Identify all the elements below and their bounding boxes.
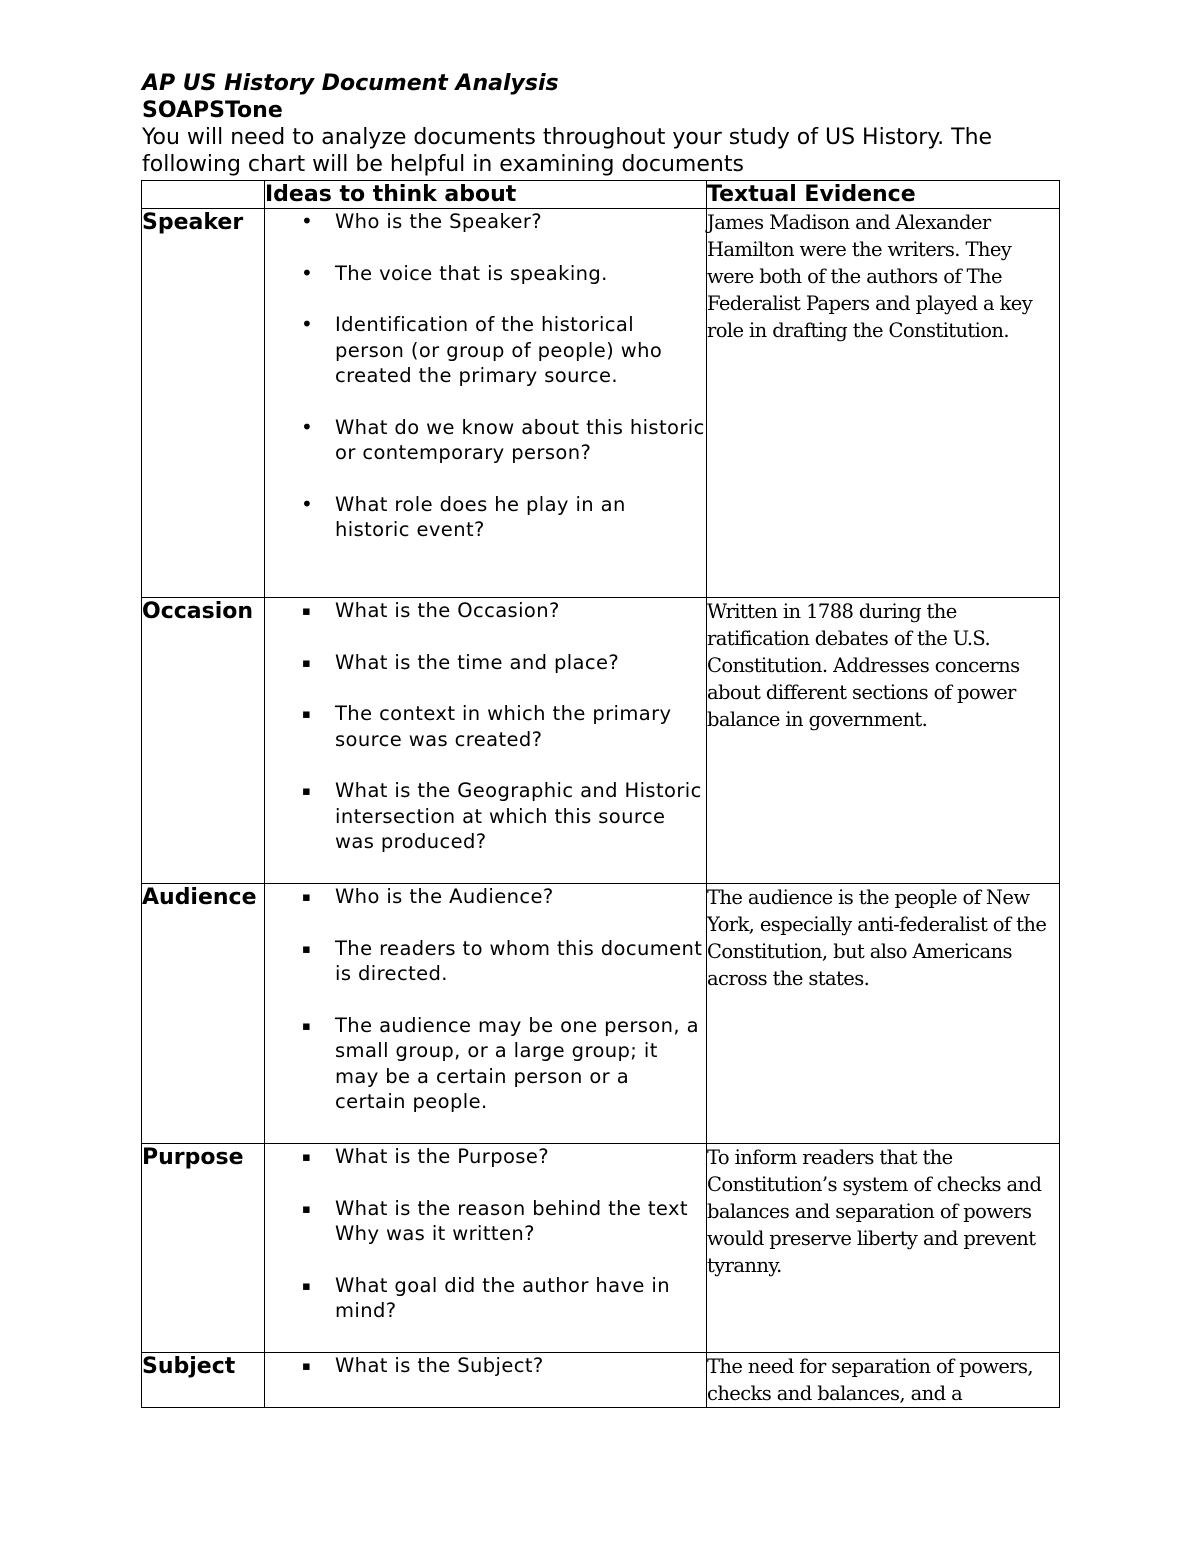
ideas-cell	[265, 1144, 707, 1353]
square-bullet-icon: ▪	[302, 1278, 312, 1294]
square-bullet-icon: ▪	[302, 1018, 312, 1034]
idea-text: What is the Geographic and Historic intersection at which this source was produced?	[335, 779, 702, 853]
idea-text: What is the Purpose?	[335, 1145, 550, 1168]
table-row	[142, 884, 1060, 1144]
square-bullet-icon: ▪	[302, 890, 312, 905]
document-subtitle: SOAPSTone	[142, 98, 283, 123]
header-evidence: Textual Evidence	[707, 181, 1060, 209]
list-item	[265, 778, 706, 855]
idea-text: What goal did the author have in mind?	[335, 1273, 670, 1322]
list-item	[265, 261, 706, 287]
list-item	[265, 1013, 706, 1115]
list-item	[265, 701, 706, 752]
list-item	[265, 1273, 706, 1324]
table-header-row	[142, 181, 1060, 209]
header-ideas: Ideas to think about	[265, 181, 707, 209]
evidence-cell: Written in 1788 during the ratification debates of the U.S. Constitution. Addresses concerns about different sections of power balance in government.	[707, 598, 1060, 884]
list-item	[265, 650, 706, 676]
list-item	[265, 1353, 706, 1379]
disc-bullet-icon: •	[301, 414, 314, 439]
ideas-list	[265, 884, 706, 1115]
ideas-list	[265, 1353, 706, 1379]
square-bullet-icon: ▪	[302, 655, 312, 671]
document-header	[142, 70, 1062, 178]
idea-text: The audience may be one person, a small group, or a large group; it may be a certain person or a certain people.	[335, 1013, 699, 1113]
ideas-list	[265, 209, 706, 543]
ideas-list	[265, 1144, 706, 1324]
ideas-cell	[265, 598, 707, 884]
list-item	[265, 1144, 706, 1170]
square-bullet-icon: ▪	[302, 1150, 312, 1165]
disc-bullet-icon: •	[301, 312, 314, 336]
square-bullet-icon: ▪	[302, 707, 312, 722]
evidence-cell: The audience is the people of New York, especially anti-federalist of the Constitution, but also Americans across the states.	[707, 884, 1060, 1144]
evidence-cell: The need for separation of powers, checks and balances, and a	[707, 1353, 1060, 1408]
idea-text: The readers to whom this document is directed.	[335, 936, 703, 985]
idea-text: What is the time and place?	[335, 650, 620, 674]
document-title: AP US History Document Analysis	[142, 71, 559, 96]
idea-text: What is the reason behind the text Why was it written?	[335, 1196, 688, 1245]
row-label: Speaker	[142, 209, 265, 598]
table-row	[142, 1353, 1060, 1408]
idea-text: Who is the Audience?	[335, 885, 554, 908]
idea-text: The context in which the primary source was created?	[335, 702, 672, 751]
idea-text: What is the Occasion?	[335, 599, 560, 622]
square-bullet-icon: ▪	[302, 1359, 312, 1374]
disc-bullet-icon: •	[301, 491, 314, 516]
list-item	[265, 936, 706, 987]
row-label: Subject	[142, 1353, 265, 1408]
square-bullet-icon: ▪	[302, 941, 312, 957]
idea-text: What role does he play in an historic event?	[335, 492, 626, 541]
table-row	[142, 1144, 1060, 1353]
soapstone-table	[141, 180, 1060, 1408]
ideas-cell	[265, 209, 707, 598]
list-item	[265, 1196, 706, 1247]
disc-bullet-icon: •	[301, 209, 314, 233]
idea-text: Identification of the historical person (or group of people) who created the primary source.	[335, 313, 663, 387]
header-cell-blank	[142, 181, 265, 209]
ideas-cell	[265, 1353, 707, 1408]
square-bullet-icon: ▪	[302, 784, 312, 799]
row-label: Occasion	[142, 598, 265, 884]
row-label: Audience	[142, 884, 265, 1144]
list-item	[265, 598, 706, 624]
idea-text: Who is the Speaker?	[335, 210, 543, 233]
idea-text: What do we know about this historic or contemporary person?	[335, 415, 705, 464]
row-label: Purpose	[142, 1144, 265, 1353]
evidence-cell: James Madison and Alexander Hamilton were the writers. They were both of the authors of The Federalist Papers and played a key role in drafting the Constitution.	[707, 209, 1060, 598]
disc-bullet-icon: •	[301, 260, 314, 285]
intro-paragraph: You will need to analyze documents throughout your study of US History. The following chart will be helpful in examining documents	[142, 125, 993, 177]
evidence-cell: To inform readers that the Constitution’s system of checks and balances and separation of powers would preserve liberty and prevent tyranny.	[707, 1144, 1060, 1353]
square-bullet-icon: ▪	[302, 604, 312, 619]
list-item	[265, 312, 706, 389]
list-item	[265, 492, 706, 543]
square-bullet-icon: ▪	[302, 1201, 312, 1217]
ideas-list	[265, 598, 706, 855]
list-item	[265, 209, 706, 235]
ideas-cell	[265, 884, 707, 1144]
table-row	[142, 209, 1060, 598]
list-item	[265, 884, 706, 910]
idea-text: What is the Subject?	[335, 1354, 544, 1377]
list-item	[265, 415, 706, 466]
table-row	[142, 598, 1060, 884]
idea-text: The voice that is speaking.	[335, 261, 608, 285]
